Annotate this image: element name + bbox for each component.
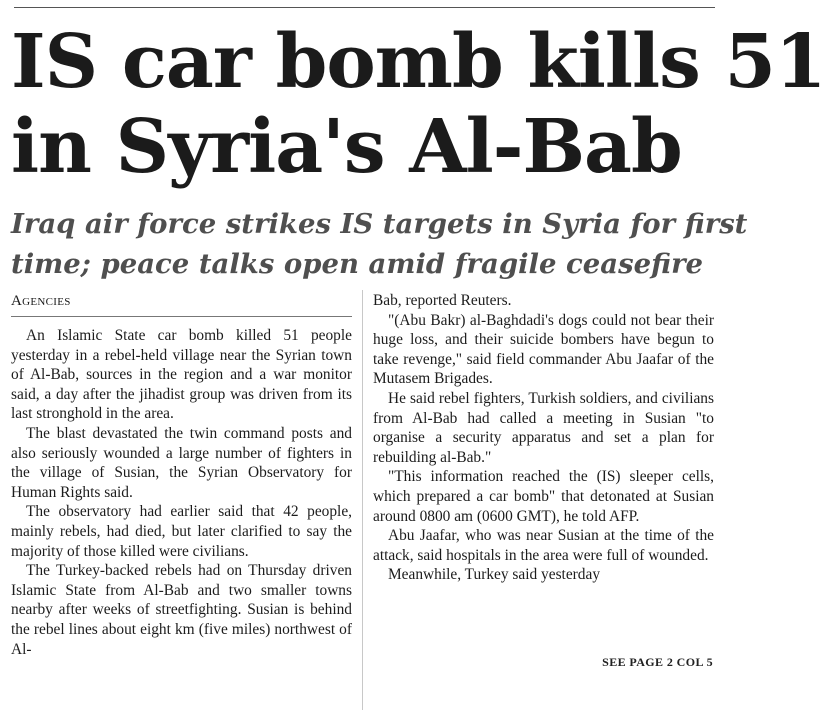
- continuation-note: SEE PAGE 2 COL 5: [602, 655, 713, 669]
- subheadline-line-2: time; peace talks open amid fragile ceasefire: [11, 248, 704, 280]
- article-paragraph: "This information reached the (IS) sleeper cells, which prepared a car bomb" that detonated at Susian around 0800 am (0600 GMT), he told AFP.: [373, 468, 714, 525]
- article-paragraph: The blast devastated the twin command posts and also seriously wounded a large number of fighters in the village of Susian, the Syrian Observatory for Human Rights said.: [11, 424, 352, 501]
- byline-rule: [11, 316, 352, 317]
- article-paragraph: An Islamic State car bomb killed 51 people yesterday in a rebel-held village near the Syrian town of Al-Bab, sources in the region and a war monitor said, a day after the jihadist group was driven from its last stronghold in the area.: [11, 327, 352, 423]
- article-paragraph-continued: Bab, reported Reuters.: [373, 292, 512, 309]
- article-paragraph: "(Abu Bakr) al-Baghdadi's dogs could not bear their huge loss, and their suicide bombers have begun to take revenge," said field commander Abu Jaafar of the Mutasem Brigades.: [373, 311, 714, 388]
- headline-line-1: IS car bomb kills 51: [11, 19, 826, 105]
- article-paragraph: Abu Jaafar, who was near Susian at the time of the attack, said hospitals in the area were full of wounded.: [373, 527, 714, 564]
- column-divider: [362, 290, 363, 710]
- top-rule: [14, 7, 715, 8]
- article-column-2: [373, 291, 714, 585]
- headline: [11, 19, 826, 190]
- byline: Agencies: [11, 293, 71, 309]
- article-paragraph: The Turkey-backed rebels had on Thursday driven Islamic State from Al-Bab and two smaller towns nearby after weeks of streetfighting. Susian is behind the rebel lines about eight km (five miles) northwest of Al-: [11, 562, 352, 658]
- headline-line-2: in Syria's Al-Bab: [11, 104, 682, 190]
- article-paragraph: The observatory had earlier said that 42 people, mainly rebels, had died, but later clarified to say the majority of those killed were civilians.: [11, 503, 352, 560]
- subheadline: [11, 204, 748, 284]
- subheadline-line-1: Iraq air force strikes IS targets in Syria for first: [11, 208, 748, 240]
- article-column-1: [11, 326, 352, 659]
- article-paragraph: He said rebel fighters, Turkish soldiers, and civilians from Al-Bab had called a meeting in Susian "to organise a security apparatus and set a plan for rebuilding al-Bab.": [373, 389, 714, 466]
- article-paragraph: Meanwhile, Turkey said yesterday: [388, 566, 601, 584]
